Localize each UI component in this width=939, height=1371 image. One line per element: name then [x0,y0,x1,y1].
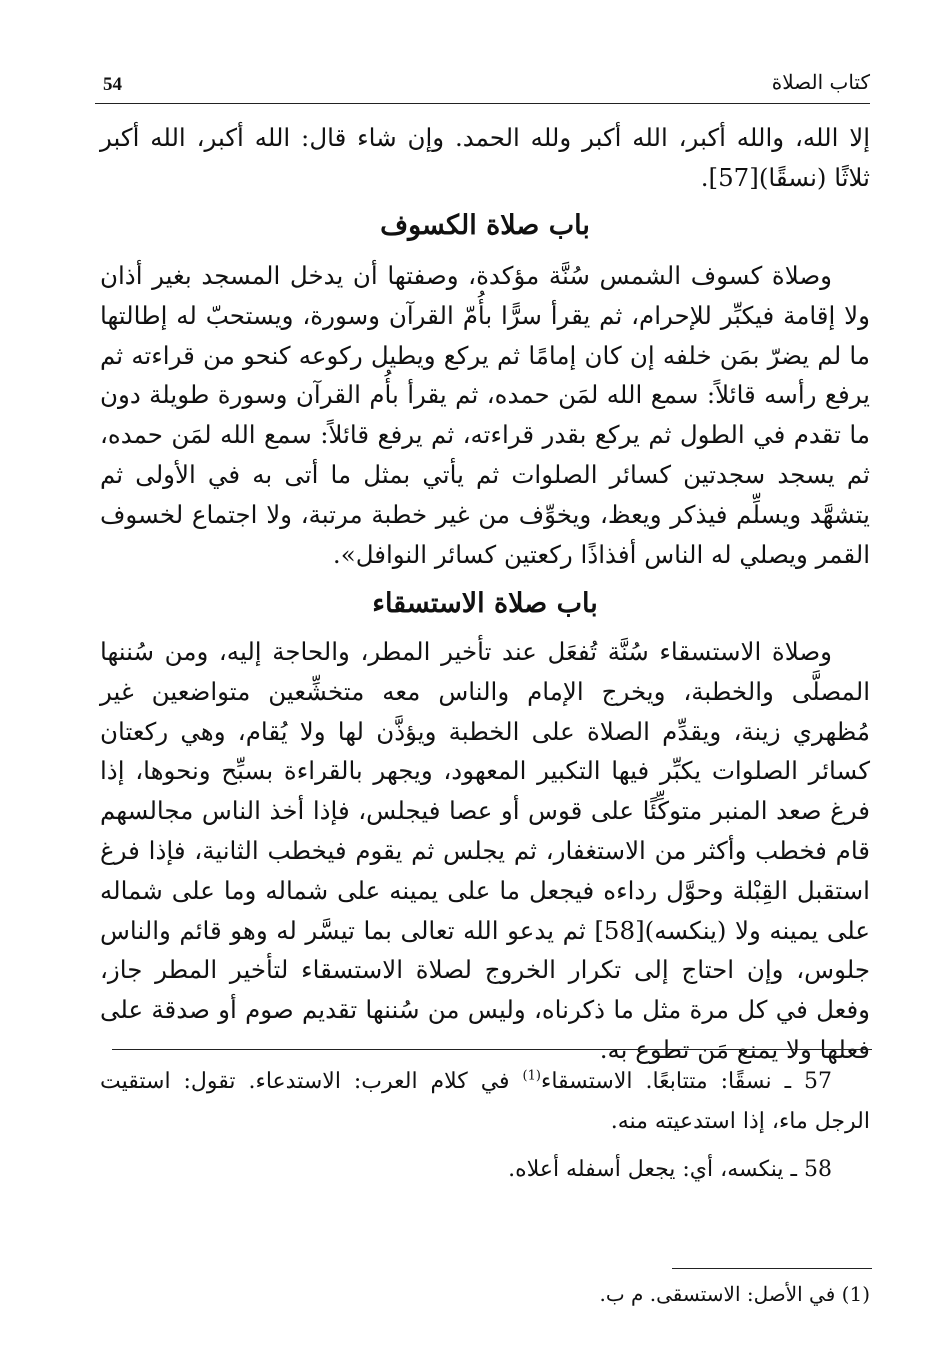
note-57 [100,1062,870,1142]
eclipse-prayer-paragraph: وصلاة كسوف الشمس سُنَّة مؤكدة، وصفتها أن يدخل المسجد بغير أذان ولا إقامة فيكبِّر للإحرام، ثم يقرأ سرًّا بأُمّ القرآن وسورة، ويستحبّ له إطالتها ما لم يضرّ بمَن خلفه إن كان إمامًا ثم يركع ويطيل ركوعه كنحو من قراءته ثم يرفع رأسه قائلاً: سمع الله لمَن حمده، ثم يقرأ بأُم القرآن وسورة طويلة دون ما تقدم في الطول ثم يركع بقدر قراءته، ثم يرفع قائلاً: سمع الله لمَن حمده، ثم يسجد سجدتين كسائر الصلوات ثم يأتي بمثل ما أتى به في الأولى ثم يتشهَّد ويسلِّم فيذكر ويعظ، ويخوِّف من غير خطبة مرتبة، ولا اجتماع لخسوف القمر ويصلي له الناس أفذاذًا ركعتين كسائر النوافل». [100,261,870,569]
running-title: كتاب الصلاة [771,70,870,94]
rain-prayer-block [100,632,870,1070]
note-57-text-cont: في كلام العرب: الاستدعاء. تقول: استقيت الرجل ماء، إذا استدعيته منه. [100,1069,870,1134]
page-number: 54 [103,74,122,95]
explanatory-notes [100,1062,870,1198]
footnote: (1) في الأصل: الاستسقى. م ب. [599,1282,870,1306]
notes-separator [112,1049,872,1050]
header-rule [95,103,870,104]
note-57-text: 57 ـ نسقًا: متتابعًا. الاستسقاء [540,1069,832,1094]
note-58: 58 ـ ينكسه، أي: يجعل أسفله أعلاه. [508,1157,832,1182]
footnote-marker: (1) [522,1068,541,1084]
continuation-paragraph: إلا الله، والله أكبر، الله أكبر ولله الحمد. وإن شاء قال: الله أكبر، الله أكبر ثلاثًا (نسقًا)[57]. [100,123,870,192]
rain-prayer-heading: باب صلاة الاستسقاء [372,588,598,619]
rain-prayer-paragraph: وصلاة الاستسقاء سُنَّة تُفعَل عند تأخير المطر، والحاجة إليه، ومن سُننها المصلَّى والخطبة، ويخرج الإمام والناس معه متخشِّعين متواضعين غير مُظهري زينة، ويقدِّم الصلاة على الخطبة ويؤذَّن لها ولا يُقام، وهي ركعتان كسائر الصلوات يكبِّر فيها التكبير المعهود، ويجهر بالقراءة بسبِّح ونحوها، إذا فرغ صعد المنبر متوكِّئًا على قوس أو عصا فيجلس، فإذا أخذ الناس مجالسهم قام فخطب وأكثر من الاستغفار، ثم يجلس ثم يقوم فيخطب الثانية، فإذا فرغ استقبل القِبْلة وحوَّل رداءه فيجعل ما على يمينه على شماله وما على شماله على يمينه ولا (ينكسه)[58] ثم يدعو الله تعالى بما تيسَّر له وهو قائم والناس جلوس، وإن احتاج إلى تكرار الخروج لصلاة الاستسقاء لتأخير المطر جاز، وفعل في كل مرة مثل ما ذكرناه، وليس من سُننها تقديم صوم أو صدقة على فعلها ولا يمنع مَن تطوع به. [100,637,871,1064]
continuation-paragraph-block [100,118,870,198]
eclipse-prayer-block [100,256,870,574]
page-header [95,62,870,104]
eclipse-prayer-heading: باب صلاة الكسوف [380,210,590,241]
footnote-separator [672,1268,872,1269]
